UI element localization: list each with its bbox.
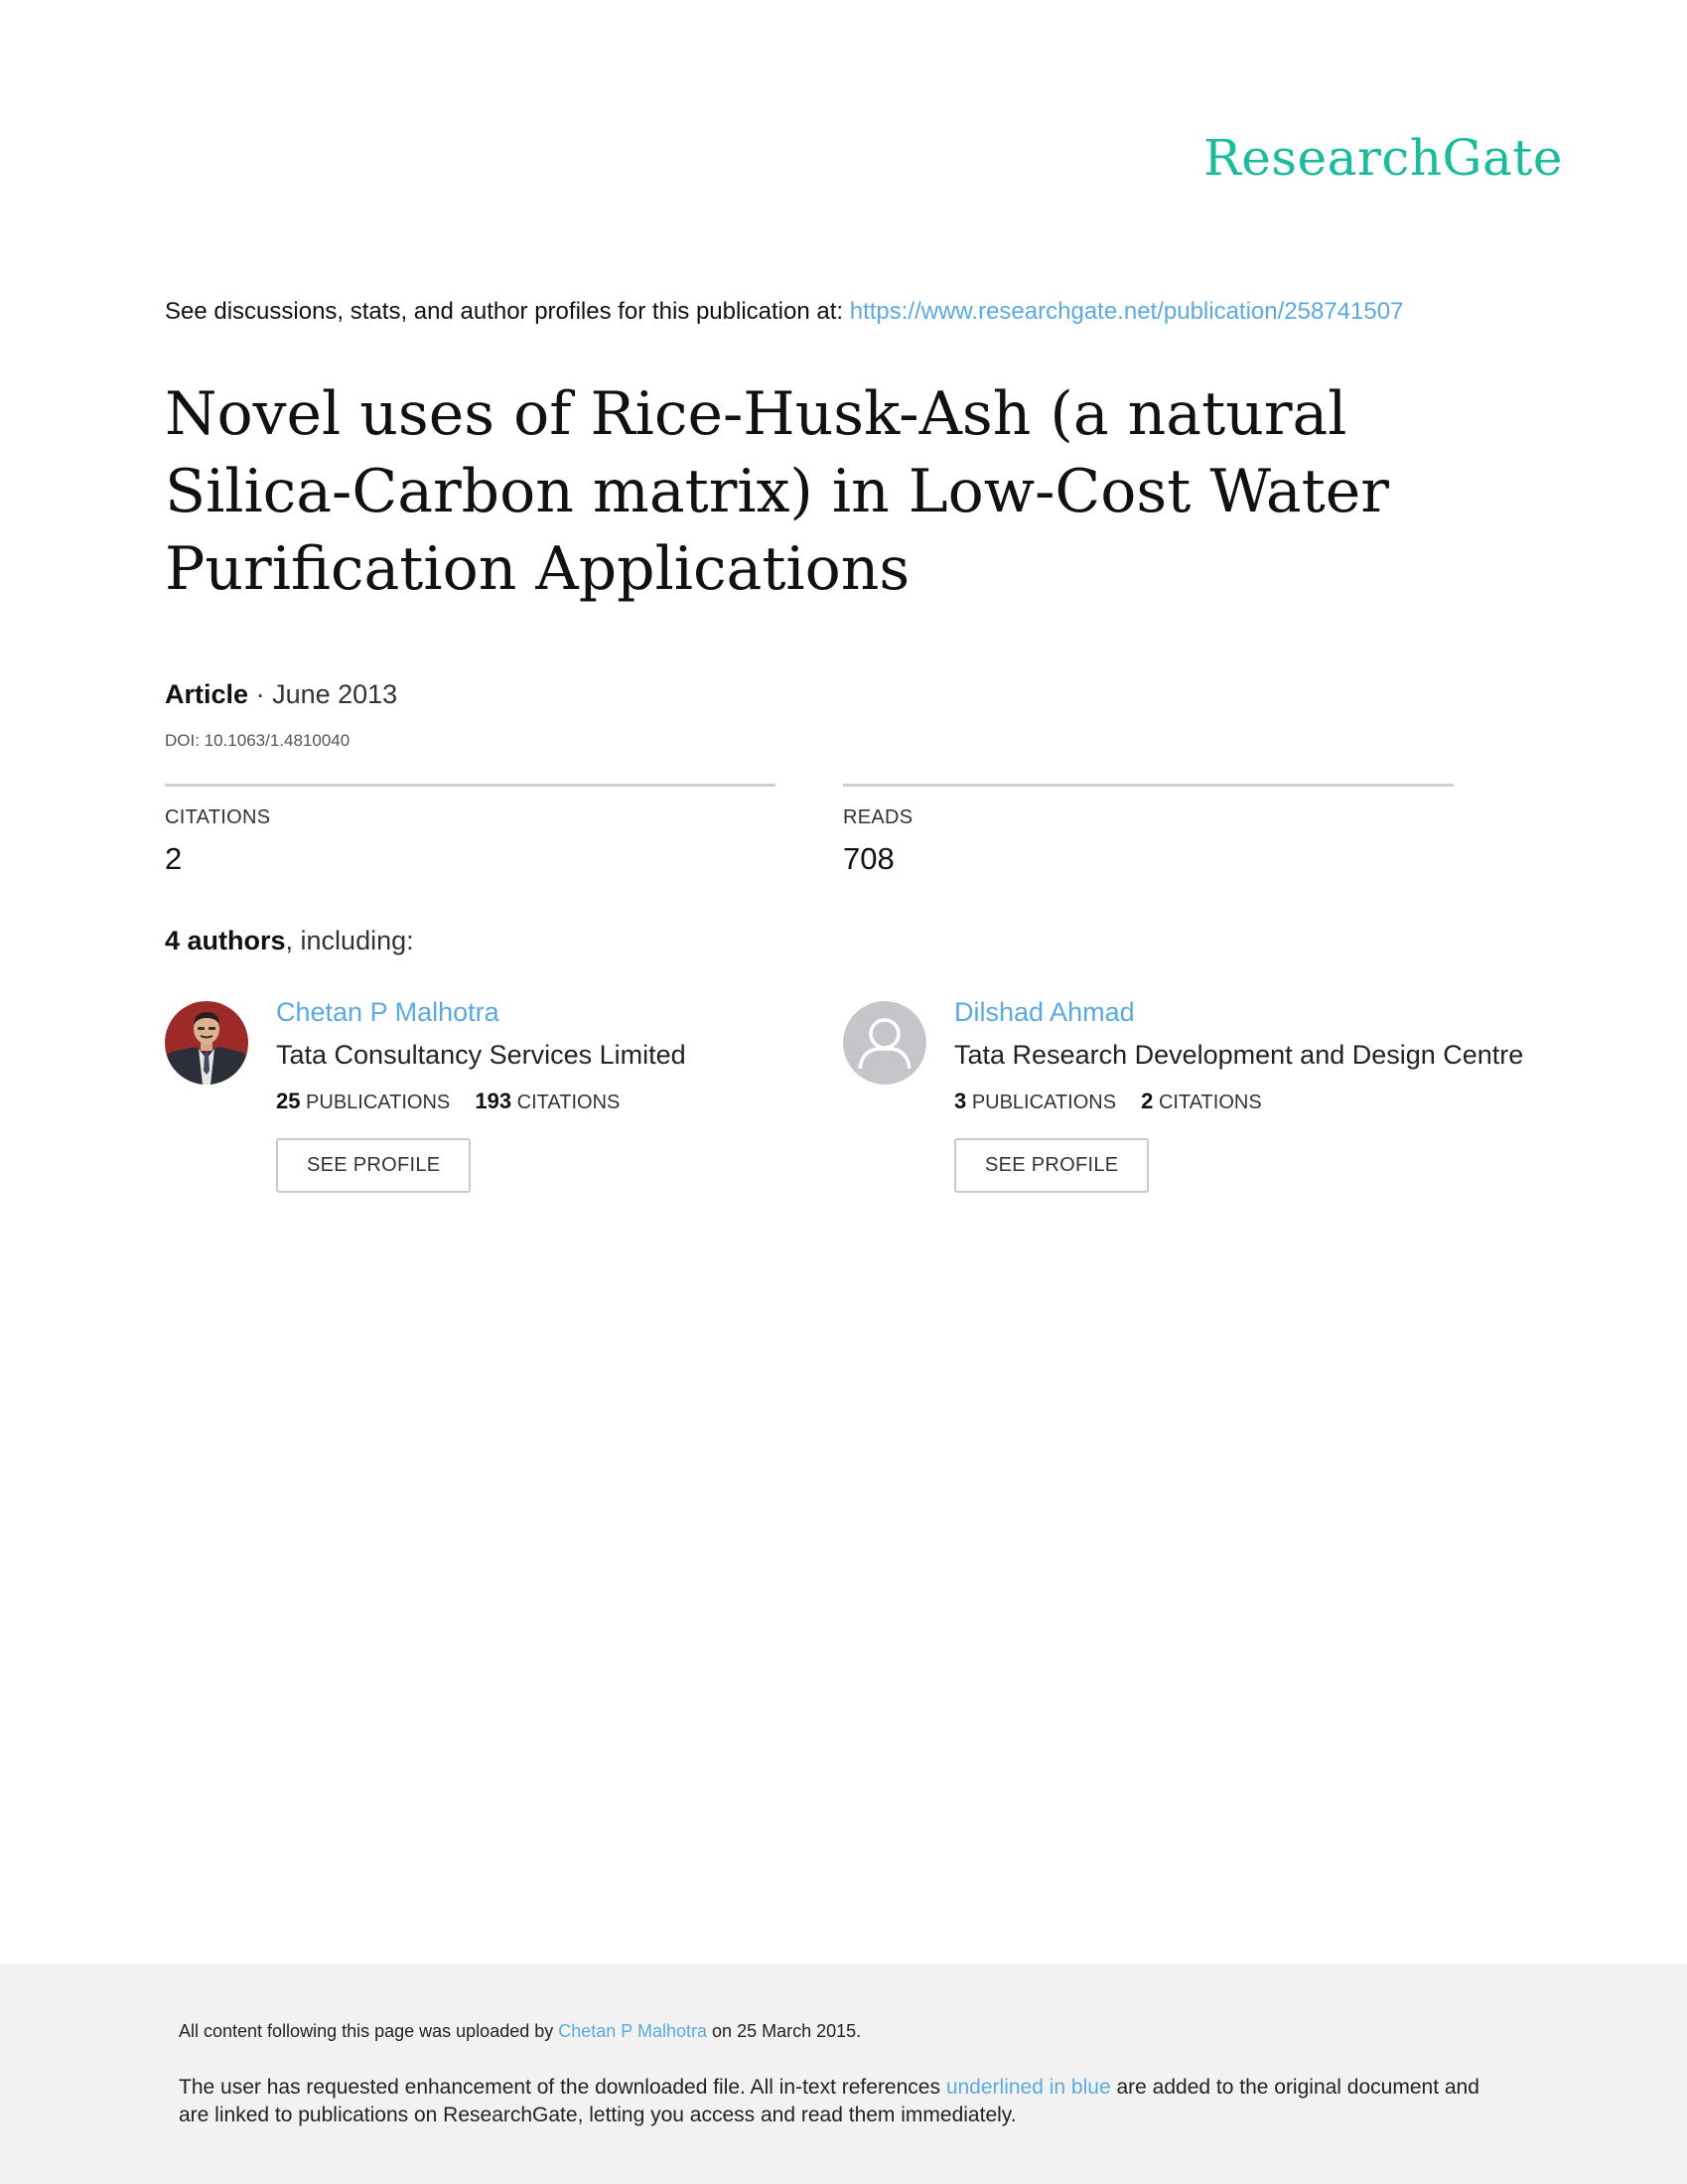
reads-label: READS: [843, 806, 914, 828]
note-link[interactable]: underlined in blue: [945, 2076, 1111, 2099]
citations-value: 2: [165, 841, 183, 876]
publication-url-link[interactable]: https://www.researchgate.net/publication/258741507: [849, 298, 1404, 325]
upload-suffix: on 25 March 2015.: [712, 2021, 862, 2041]
authors-suffix: , including:: [285, 926, 414, 955]
researchgate-logo[interactable]: ResearchGate: [1203, 129, 1563, 187]
author-citations-label: CITATIONS: [516, 1092, 621, 1113]
authors-count: 4 authors: [165, 926, 286, 955]
author-info: [954, 997, 1550, 1193]
author-citations-count: 193: [475, 1089, 512, 1113]
author-publications-count: 25: [276, 1089, 301, 1113]
authors-count-line: [165, 926, 414, 956]
author-info: [276, 997, 872, 1193]
footer-banner: [0, 1965, 1687, 2184]
article-doi: DOI: 10.1063/1.4810040: [165, 731, 351, 750]
see-profile-button[interactable]: SEE PROFILE: [954, 1138, 1149, 1193]
citations-stat: [165, 784, 775, 877]
intro-line: [165, 298, 1403, 326]
author-avatar-photo[interactable]: [165, 1001, 248, 1085]
note-suffix: are added to the original document and are linked to publications on ResearchGate, letting you access and read them immediately.: [179, 2076, 1479, 2126]
author-stats: [276, 1089, 872, 1114]
author-publications-label: PUBLICATIONS: [306, 1092, 451, 1113]
reads-stat: [843, 784, 1454, 877]
author-citations-count: 2: [1141, 1089, 1154, 1113]
upload-prefix: All content following this page was uploaded by: [179, 2021, 554, 2041]
author-stats: [954, 1089, 1550, 1114]
paper-title: Novel uses of Rice-Husk-Ash (a natural Silica-Carbon matrix) in Low-Cost Water Purification Applications: [165, 379, 1389, 604]
placeholder-person-icon[interactable]: [843, 1001, 926, 1085]
uploader-link[interactable]: Chetan P Malhotra: [558, 2021, 708, 2041]
note-prefix: The user has requested enhancement of the downloaded file. All in-text references: [179, 2076, 940, 2099]
author-institution: Tata Consultancy Services Limited: [276, 1040, 686, 1070]
intro-text: See discussions, stats, and author profiles for this publication at:: [165, 298, 844, 325]
article-date: June 2013: [272, 679, 398, 709]
citations-label: CITATIONS: [165, 806, 271, 828]
enhancement-note: [179, 2074, 1489, 2129]
meta-separator: ·: [255, 679, 265, 709]
author-name-link[interactable]: Chetan P Malhotra: [276, 997, 499, 1027]
author-publications-label: PUBLICATIONS: [971, 1092, 1117, 1113]
article-meta: [165, 679, 397, 710]
author-publications-count: 3: [954, 1089, 967, 1113]
reads-value: 708: [843, 841, 895, 876]
see-profile-button[interactable]: SEE PROFILE: [276, 1138, 471, 1193]
upload-info: [179, 2021, 861, 2042]
article-type: Article: [165, 679, 249, 709]
author-name-link[interactable]: Dilshad Ahmad: [954, 997, 1135, 1027]
author-institution: Tata Research Development and Design Centre: [954, 1040, 1524, 1070]
author-citations-label: CITATIONS: [1158, 1092, 1262, 1113]
